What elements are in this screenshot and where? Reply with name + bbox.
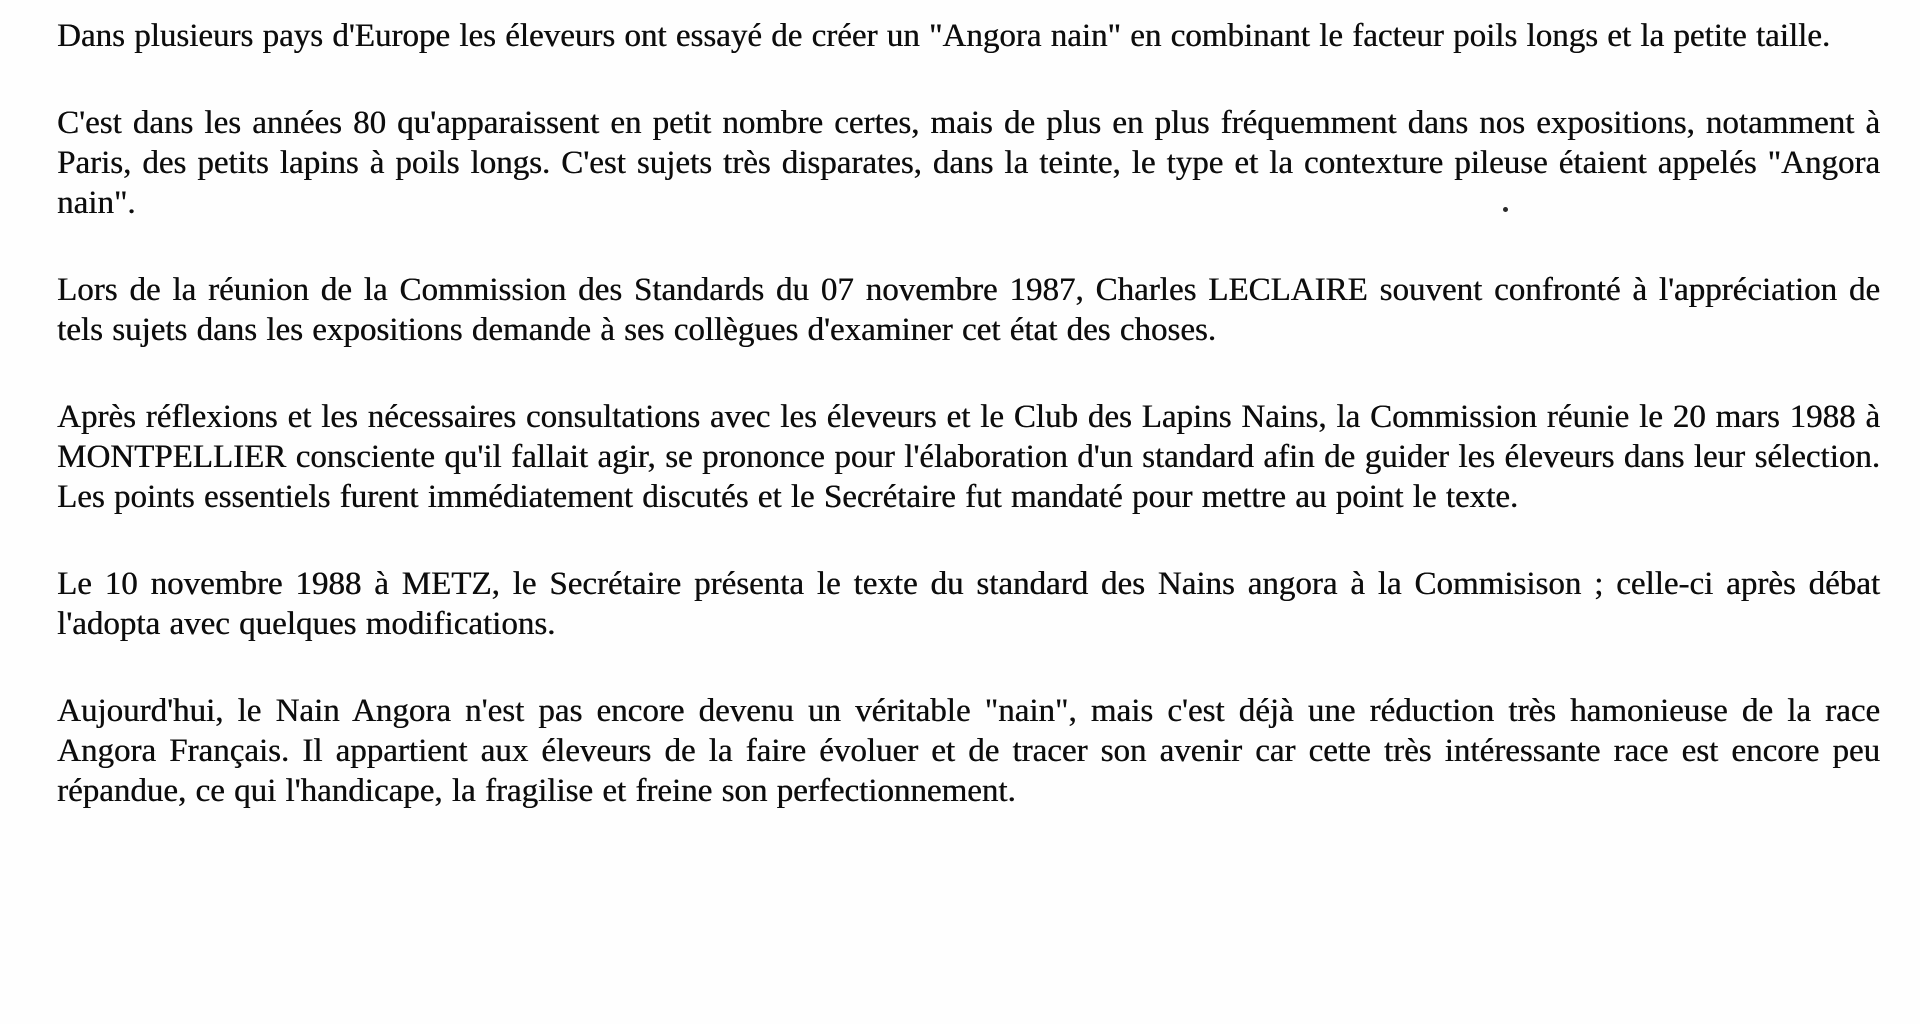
paragraph-conclusion: Aujourd'hui, le Nain Angora n'est pas encore devenu un véritable "nain", mais c'est déjà une réduction très hamonieuse de la race Angora Français. Il appartient aux éleveurs de la faire évoluer et de tracer son avenir car cette très intéressante race est encore peu répandue, ce qui l'handicape, la fragilise et freine son perfectionnement. — [57, 693, 1880, 809]
paragraph-metz-1988: Le 10 novembre 1988 à METZ, le Secrétaire présenta le texte du standard des Nains angora à la Commisison ; celle-ci après débat l'adopta avec quelques modifications. — [57, 566, 1880, 642]
paragraph-annees-80: C'est dans les années 80 qu'apparaissent en petit nombre certes, mais de plus en plus fréquemment dans nos expositions, notamment à Paris, des petits lapins à poils longs. C'est sujets très disparates, dans la teinte, le type et la contexture pileuse étaient appelés "Angora nain". — [57, 105, 1880, 221]
paragraph-commission-1987: Lors de la réunion de la Commission des Standards du 07 novembre 1987, Charles LECLAIRE souvent confronté à l'appréciation de tels sujets dans les expositions demande à ses collègues d'examiner cet état des choses. — [57, 272, 1880, 348]
paragraph-intro-angora-nain: Dans plusieurs pays d'Europe les éleveurs ont essayé de créer un "Angora nain" en combinant le facteur poils longs et la petite taille. — [57, 18, 1831, 54]
stray-ink-dot — [1503, 207, 1508, 212]
paragraph-montpellier-1988: Après réflexions et les nécessaires consultations avec les éleveurs et le Club des Lapins Nains, la Commission réunie le 20 mars 1988 à MONTPELLIER consciente qu'il fallait agir, se prononce pour l'élaboration d'un standard afin de guider les éleveurs dans leur sélection. Les points essentiels furent immédiatement discutés et le Secrétaire fut mandaté pour mettre au point le texte. — [57, 399, 1880, 515]
